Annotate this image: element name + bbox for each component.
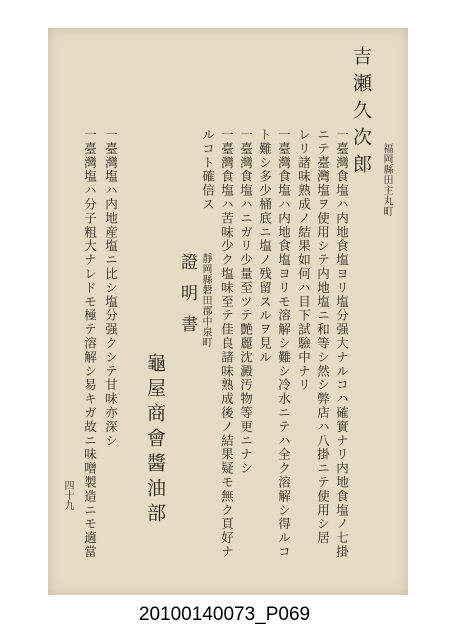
company-address: 靜岡縣磐田郡中泉町 xyxy=(200,253,211,348)
body-line-6: 一臺灣食塩ハニガリ少量至ツテ艶麗沈澱汚物等更ニナシ xyxy=(238,128,254,476)
author-address: 福岡縣田主丸町 xyxy=(381,143,392,217)
page-number: 四十九 xyxy=(62,480,73,510)
author-name: 吉瀬久次郎 xyxy=(350,46,372,181)
company-name: 龜屋商會醬油部 xyxy=(144,353,166,528)
image-caption: 20100140073_P069 xyxy=(138,604,311,625)
certificate-heading: 證明書 xyxy=(177,253,197,346)
body-line-8: ルコト確信ス xyxy=(200,128,216,212)
body-line-4: 一臺灣食塩ハ内地食塩ヨリモ溶解シ難シ冷水ニテハ全ク溶解シ得ルコ xyxy=(276,128,292,559)
certificate-line-2: 一臺灣塩ハ分子粗大ナレドモ極テ溶解シ易キガ故ニ味噌製造ニモ適當 xyxy=(82,128,98,559)
body-line-2: ニテ臺灣塩ヲ使用シテ内地塩ニ和等シ然シ弊店ハ八掛ニテ使用シ居 xyxy=(315,128,331,545)
document-page xyxy=(48,28,408,595)
body-line-3: レリ諸味熟成ノ結果如何ハ目下試驗中ナリ xyxy=(296,128,312,393)
certificate-line-1: 一臺灣塩ハ内地産塩ニ比シ塩分强クシテ甘味亦深シ xyxy=(103,128,119,448)
body-line-5: ト難シ多少桶底ニ塩ノ残留スルヲ見ル xyxy=(257,128,273,365)
body-line-7: 一臺灣食塩ハ苦味少ク塩味至テ佳良諸味熟成後ノ結果疑モ無ク頁好ナ xyxy=(219,128,235,559)
body-line-1: 一臺灣食塩ハ内地食塩ヨリ塩分强大ナルコハ確實ナリ内地食塩ノ七掛 xyxy=(334,128,350,559)
